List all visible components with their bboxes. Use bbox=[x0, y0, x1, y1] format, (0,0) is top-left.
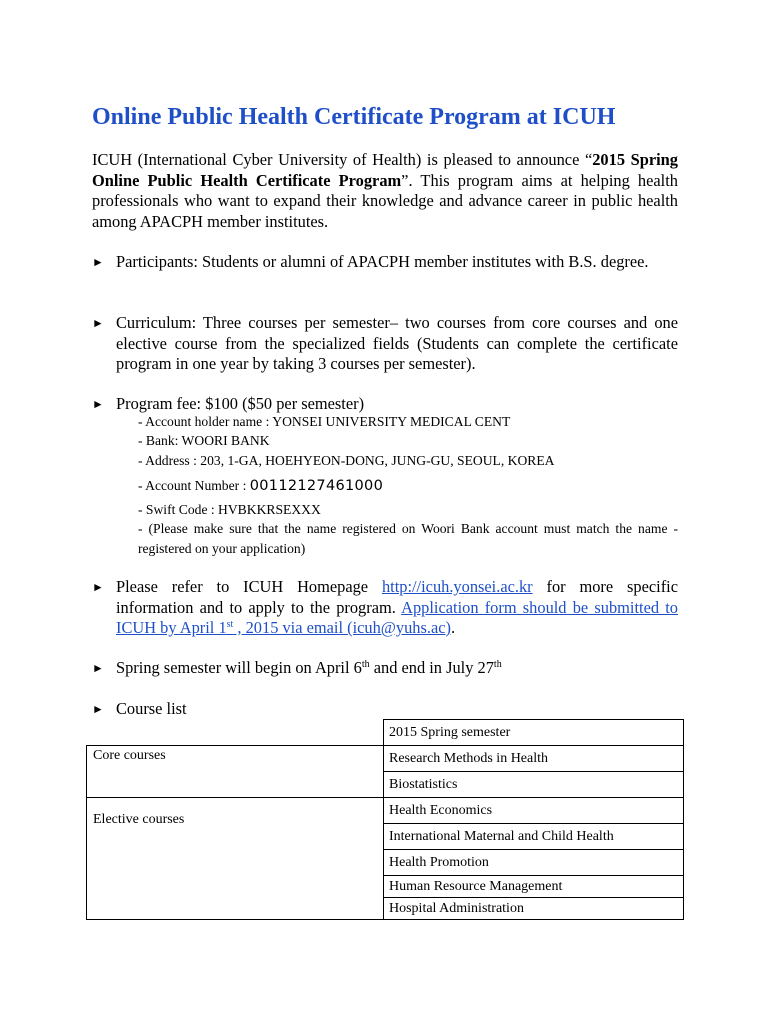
core-courses-label: Core courses bbox=[87, 746, 384, 798]
intro-text-start: ICUH (International Cyber University of Health) is pleased to announce “ bbox=[92, 150, 593, 169]
refer-item bbox=[92, 577, 678, 639]
account-holder: - Account holder name : YONSEI UNIVERSITY MEDICAL CENT bbox=[138, 414, 511, 429]
table-corner-cell bbox=[87, 720, 384, 746]
course-cell: Research Methods in Health bbox=[384, 746, 684, 772]
page-title: Online Public Health Certificate Program at ICUH bbox=[92, 104, 616, 130]
program-fee-heading: Program fee: $100 ($50 per semester) bbox=[116, 394, 365, 413]
arrow-bullet-icon: ► bbox=[92, 255, 104, 269]
bank-address: - Address : 203, 1-GA, HOEHYEON-DONG, JUNG-GU, SEOUL, KOREA bbox=[138, 453, 555, 468]
table-row bbox=[87, 798, 684, 824]
arrow-bullet-icon: ► bbox=[92, 702, 104, 716]
refer-text-end: . bbox=[450, 618, 456, 637]
deadline-superscript: st bbox=[226, 619, 234, 630]
table-row bbox=[87, 746, 684, 772]
account-number-label: - Account Number : bbox=[138, 478, 250, 493]
participants-item bbox=[92, 252, 678, 273]
semester-text bbox=[116, 658, 678, 679]
intro-program-name: 2015 Spring Online Public Health Certificate Program bbox=[92, 150, 678, 190]
course-list-item bbox=[92, 699, 678, 720]
course-list-label: Course list bbox=[116, 699, 187, 718]
arrow-bullet-icon: ► bbox=[92, 316, 104, 330]
swift-code: - Swift Code : HVBKKRSEXXX bbox=[138, 502, 321, 517]
curriculum-text: Curriculum: Three courses per semester– two courses from core courses and one elective course from the specialized fields (Students can complete the certificate program in one year by taking 3 courses per semester). bbox=[116, 313, 678, 373]
refer-text-middle: for more specific information and to apply to the program. bbox=[116, 577, 678, 617]
bank-name: - Bank: WOORI BANK bbox=[138, 433, 270, 448]
arrow-bullet-icon: ► bbox=[92, 580, 104, 594]
semester-text-start: Spring semester will begin on April 6 bbox=[116, 658, 362, 677]
course-cell: Health Economics bbox=[384, 798, 684, 824]
account-number-line bbox=[138, 476, 678, 496]
table-header-row bbox=[87, 720, 684, 746]
course-cell: Biostatistics bbox=[384, 772, 684, 798]
semester-item bbox=[92, 658, 678, 679]
homepage-link[interactable]: http://icuh.yonsei.ac.kr bbox=[381, 577, 533, 596]
course-cell: Health Promotion bbox=[384, 850, 684, 876]
refer-text bbox=[116, 577, 678, 639]
curriculum-item bbox=[92, 313, 678, 375]
account-number: 00112127461000 bbox=[249, 478, 384, 494]
account-note: - (Please make sure that the name registered on Woori Bank account must match the name -registered on your application) bbox=[138, 521, 678, 556]
course-cell: Human Resource Management bbox=[384, 876, 684, 898]
semester-text-end: and end in July 27 bbox=[369, 658, 494, 677]
deadline-text-a: Application form should be submitted to ICUH by April 1 bbox=[116, 597, 678, 637]
elective-courses-label: Elective courses bbox=[87, 798, 384, 920]
arrow-bullet-icon: ► bbox=[92, 661, 104, 675]
course-cell: Hospital Administration bbox=[384, 898, 684, 920]
refer-text-start: Please refer to ICUH Homepage bbox=[116, 577, 382, 596]
intro-text-end: ”. This program aims at helping health professionals who want to expand their knowledge and advance career in public health among APACPH member institutes. bbox=[92, 170, 678, 231]
intro-paragraph bbox=[92, 150, 678, 232]
deadline-text-b: , 2015 via email (icuh@yuhs.ac) bbox=[233, 618, 451, 637]
participants-text: Participants: Students or alumni of APACPH member institutes with B.S. degree. bbox=[116, 252, 649, 271]
semester-header: 2015 Spring semester bbox=[384, 720, 684, 746]
course-cell: International Maternal and Child Health bbox=[384, 824, 684, 850]
semester-superscript-end: th bbox=[493, 659, 502, 670]
semester-superscript-start: th bbox=[361, 659, 370, 670]
arrow-bullet-icon: ► bbox=[92, 397, 104, 411]
course-table bbox=[86, 719, 684, 920]
